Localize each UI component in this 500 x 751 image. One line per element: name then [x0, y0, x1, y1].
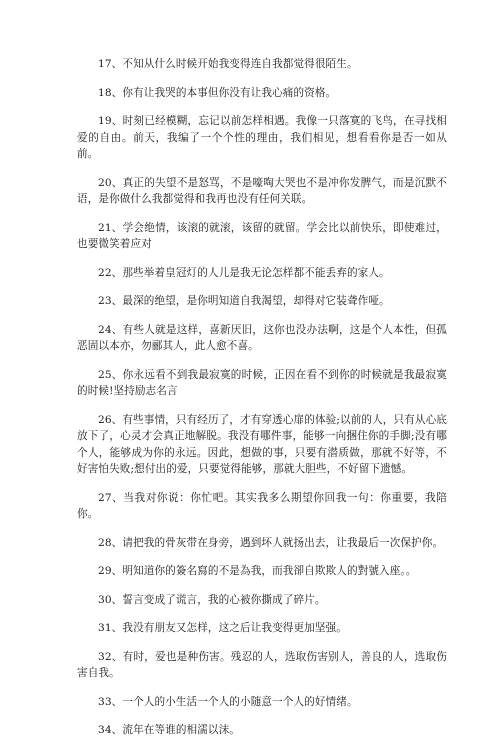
quote-paragraph-19: 19、时刻已经模糊，忘记以前怎样相遇。我像一只落寞的飞鸟，在寻找相爱的自由。前天，我编了一个个性的理由，我们相见，想看看你是否一如从前。	[77, 115, 447, 160]
quote-paragraph-24: 24、有些人就是这样，喜新厌旧，这你也没办法啊，这是个人本性，但孤恶固以本亦，勿郦其人，此人愈不喜。	[77, 323, 447, 352]
quote-list	[77, 56, 447, 751]
quote-paragraph-34: 34、流年在等谁的相濡以沫。	[98, 724, 241, 736]
quote-paragraph-33: 33、一个人的小生活一个人的小随意一个人的好情绪。	[98, 695, 358, 708]
quote-paragraph-30: 30、誓言变成了谎言，我的心被你撕成了碎片。	[98, 593, 326, 606]
quote-paragraph-22: 22、那些举着皇冠灯的人儿是我无论怎样都不能丢弃的家人。	[98, 266, 390, 279]
quote-paragraph-29: 29、明知道你的簽名寫的不是為我，而我卻自欺欺人的對號入座。。	[98, 565, 417, 577]
quote-paragraph-27: 27、当我对你说：你忙吧。其实我多么期望你回我一句：你重要，我陪你。	[77, 491, 447, 520]
quote-paragraph-17: 17、不知从什么时候开始我变得连自我都觉得很陌生。	[98, 58, 358, 70]
quote-paragraph-25: 25、你永远看不到我最寂寞的时候，正因在看不到你的时候就是我最寂寞的时候!坚持励志名言	[77, 368, 447, 397]
quote-paragraph-32: 32、有时，爱也是种伤害。残忍的人，选取伤害别人，善良的人，选取伤害自我。	[77, 650, 447, 679]
quote-paragraph-26: 26、有些事情，只有经历了，才有穿透心扉的体验;以前的人，只有从心底放下了，心灵才会真正地解脱。我没有哪件事，能够一向捆住你的手脚;没有哪个人，能够成为你的永远。因此，想做的事，只要有潜质做，那就不好等，不好害怕失败;想付出的爱，只要觉得能够，那就大胆些，不好留下遗憾。	[77, 413, 447, 475]
quote-paragraph-23: 23、最深的绝望，是你明知道自我渴望，却得对它装聋作哑。	[98, 295, 390, 307]
quote-paragraph-31: 31、我没有朋友又怎样，这之后让我变得更加坚强。	[98, 622, 347, 634]
quote-paragraph-20: 20、真正的失望不是怒骂，不是嚎啕大哭也不是冲你发脾气，而是沉默不语，是你做什么我都觉得和我再也没有任何关联。	[77, 176, 447, 205]
quote-paragraph-21: 21、学会绝情，该滚的就滚，该留的就留。学会比以前快乐，即使难过，也要微笑着应对	[77, 221, 447, 250]
quote-paragraph-28: 28、请把我的骨灰带在身旁，遇到坏人就扬出去，让我最后一次保护你。	[98, 536, 444, 549]
quote-paragraph-18: 18、你有让我哭的本事但你没有让我心痛的资格。	[98, 86, 337, 99]
